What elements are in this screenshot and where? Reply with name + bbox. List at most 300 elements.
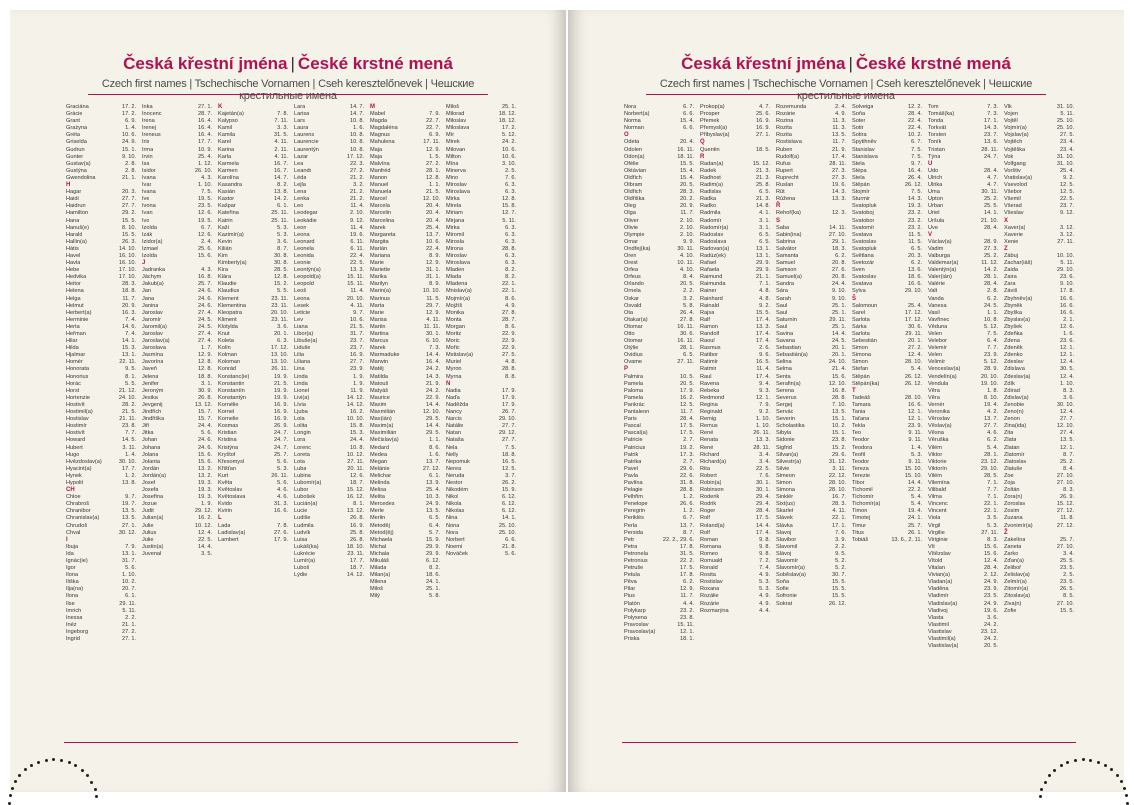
name-day-date: 27. 1. (756, 132, 770, 139)
name-entry (66, 601, 136, 608)
name-entry (928, 586, 998, 593)
name-day-date: 21. 12. (118, 387, 136, 394)
name-entry (700, 359, 770, 366)
name-entry (624, 473, 694, 480)
name-day-date: 23. 7. (1060, 203, 1074, 210)
name-entry (142, 437, 212, 444)
first-name: Samuel (776, 260, 795, 267)
name-entry (624, 565, 694, 572)
first-name: Lilia (294, 352, 304, 359)
first-name: Zachar(iáš) (1004, 260, 1033, 267)
first-name: Michaela (370, 536, 393, 543)
name-day-date: 29. 9. (426, 543, 440, 550)
name-day-date: 6. 1. (429, 472, 440, 479)
name-day-date: 17. 5. (680, 565, 694, 572)
name-entry (218, 345, 288, 352)
first-name: Jiří (142, 423, 150, 430)
name-day-date: 20. 1. (832, 345, 846, 352)
first-name: Tomáš(ka) (928, 111, 955, 118)
name-entry (218, 395, 288, 402)
name-day-date: 27. 5. (502, 352, 516, 359)
name-entry (218, 338, 288, 345)
name-entry (624, 161, 694, 168)
name-day-date: 12. 1. (680, 628, 694, 635)
name-day-date: 16. 6. (274, 508, 288, 515)
name-day-date: 12. 5. (680, 401, 694, 408)
first-name: Milorad (446, 111, 465, 118)
first-name: Ota (624, 309, 634, 316)
name-day-date: 31. 1. (426, 267, 440, 274)
name-entry (370, 317, 440, 324)
first-name: Zlata (1004, 437, 1017, 444)
first-name: Stépa (852, 167, 867, 174)
name-day-date: 11. 8. (1060, 515, 1074, 522)
name-day-date: 4. 9. (835, 111, 846, 118)
first-name: Patricie (624, 437, 643, 444)
first-name: Ronald (700, 565, 718, 572)
name-entry (776, 331, 846, 338)
first-name: Svatava (852, 281, 873, 288)
name-day-date: 23. 8. (832, 437, 846, 444)
name-entry (928, 636, 998, 643)
name-day-date: 16. 4. (426, 359, 440, 366)
first-name: Hostislav (66, 416, 89, 423)
first-name: Milan(a) (370, 572, 391, 579)
name-entry (1004, 175, 1074, 182)
name-entry (370, 445, 440, 452)
first-name: Kosmas (218, 423, 239, 430)
name-day-date: 6. 7. (911, 139, 922, 146)
name-day-date: 15. 6. (198, 252, 212, 259)
name-entry (446, 459, 516, 466)
name-entry (624, 111, 694, 118)
name-entry (1004, 182, 1074, 189)
name-day-date: 2. 10. (350, 210, 364, 217)
first-name: Hagar (66, 189, 82, 196)
name-entry (852, 111, 922, 118)
first-name: Matilda (370, 373, 389, 380)
name-day-date: 21. 3. (756, 167, 770, 174)
name-day-date: 6. 4. (429, 522, 440, 529)
name-day-date: 28. 11. (753, 444, 770, 451)
name-entry (1004, 515, 1074, 522)
name-day-date: 14. 4. (426, 401, 440, 408)
name-entry (370, 203, 440, 210)
name-day-date: 15. 6. (984, 543, 998, 550)
name-day-date: 6. 6. (683, 111, 694, 118)
first-name: Odeta (624, 139, 640, 146)
name-day-date: 2. 11. (274, 146, 288, 153)
name-day-date: 21. 9. (426, 380, 440, 387)
name-day-date: 13. 10. (270, 359, 288, 366)
first-name: Marcus (370, 338, 389, 345)
name-day-date: 25. 4. (426, 224, 440, 231)
name-entry (66, 218, 136, 225)
name-day-date: 20. 10. (270, 309, 288, 316)
name-day-date: 10. 2. (908, 132, 922, 139)
first-name: Otýlie (624, 345, 639, 352)
first-name: Karmela (218, 160, 239, 167)
name-entry (370, 281, 440, 288)
name-day-date: 9. 2. (759, 302, 770, 309)
name-entry (66, 324, 136, 331)
name-entry (624, 125, 694, 132)
name-day-date: 10. 12. (194, 522, 212, 529)
name-day-date: 15. 11. (677, 621, 694, 628)
name-entry (776, 281, 846, 288)
first-name: Vlastislav(a) (928, 643, 959, 650)
name-entry (700, 147, 770, 154)
name-day-date: 25. 7. (274, 451, 288, 458)
first-name: Iliška (66, 579, 79, 586)
first-name: Mír (446, 132, 455, 139)
name-entry (66, 480, 136, 487)
name-day-date: 22. 7. (426, 118, 440, 125)
first-name: Štěpán (852, 182, 870, 189)
name-entry (624, 402, 694, 409)
first-name: Zeno(n) (1004, 409, 1024, 416)
name-day-date: 17. 8. (680, 543, 694, 550)
first-name: Orfea (624, 267, 638, 274)
name-day-date: 4. 10. (680, 252, 694, 259)
name-entry (370, 352, 440, 359)
name-entry (1004, 608, 1074, 615)
name-day-date: 17. 10. (118, 274, 136, 281)
name-day-date: 16. 9. (274, 401, 288, 408)
name-day-date: 25. 5. (1060, 558, 1074, 564)
first-name: Radoslava (700, 238, 727, 245)
name-entry (66, 579, 136, 586)
first-name: Zosim (1004, 508, 1020, 515)
name-day-date: 27. 7. (122, 203, 136, 210)
name-day-date: 24. 10. (118, 394, 136, 401)
decorative-dot (1066, 761, 1069, 764)
name-day-date: 11. 9. (350, 387, 364, 394)
first-name: Marcela (370, 203, 390, 210)
first-name: Vanesa (928, 302, 947, 309)
name-day-date: 4. 11. (832, 508, 846, 515)
name-entry (1004, 232, 1074, 239)
name-entry (1004, 225, 1074, 232)
bottom-rule (64, 742, 518, 743)
name-entry (446, 317, 516, 324)
name-entry (928, 416, 998, 423)
name-entry (700, 345, 770, 352)
name-day-date: 10. 6. (350, 316, 364, 323)
name-day-date: 3. 11. (122, 444, 136, 451)
first-name: Kristýna (218, 444, 239, 451)
name-entry (142, 296, 212, 303)
name-day-date: 21. 1. (122, 174, 136, 181)
first-name: Zdenko (1004, 352, 1023, 359)
name-entry (218, 253, 288, 260)
name-entry (928, 558, 998, 565)
letter-heading: S (776, 217, 781, 224)
name-entry (700, 551, 770, 558)
first-name: Konstantýn (218, 394, 246, 401)
name-day-date: 16. 4. (908, 167, 922, 174)
name-entry (624, 310, 694, 317)
name-day-date: 27. 3. (832, 167, 846, 174)
first-name: Rudolf(a) (776, 153, 800, 160)
name-day-date: 10. 8. (350, 118, 364, 125)
name-entry (446, 246, 516, 253)
name-entry (142, 196, 212, 203)
name-day-date: 14. 8. (756, 203, 770, 210)
name-day-date: 21. 3. (756, 196, 770, 203)
name-entry (776, 154, 846, 161)
name-day-date: 26. 12. (904, 182, 922, 189)
decorative-dot (1044, 781, 1047, 784)
name-entry (66, 622, 136, 629)
first-name: Zlatoslav (1004, 458, 1027, 465)
name-day-date: 7. 1. (987, 479, 998, 486)
decorative-dot (1048, 774, 1051, 777)
first-name: Žofie (1004, 607, 1017, 614)
name-day-date: 7. 5. (911, 153, 922, 160)
first-name: Radan(a) (700, 160, 724, 167)
name-entry (218, 530, 288, 537)
name-entry (700, 565, 770, 572)
first-name: René (700, 444, 714, 451)
name-day-date: 8. 7. (1063, 451, 1074, 458)
name-day-date: 17. 7. (350, 558, 364, 564)
letter-heading: Ž (1004, 529, 1008, 536)
first-name: Jolana (142, 451, 159, 458)
first-name: Věslav(a) (928, 423, 952, 430)
name-entry (446, 338, 516, 345)
name-day-date: 15. 5. (680, 160, 694, 167)
name-entry (142, 374, 212, 381)
name-entry (852, 288, 922, 295)
name-entry (624, 182, 694, 189)
name-day-date: 22. 1. (984, 501, 998, 508)
first-name: Lenka (294, 196, 310, 203)
name-day-date: 13. 3. (756, 323, 770, 330)
name-entry (294, 310, 364, 317)
name-entry (776, 523, 846, 530)
letter-heading: O (624, 132, 629, 139)
name-column (370, 104, 440, 643)
first-name: Platón (624, 600, 640, 607)
first-name: Max(ián) (370, 416, 392, 423)
name-day-date: 23. 8. (122, 423, 136, 430)
name-entry (928, 530, 998, 537)
name-entry (1004, 593, 1074, 600)
name-entry (66, 345, 136, 352)
name-day-date: 27. 10. (1056, 600, 1074, 607)
first-name: Soběslav(a) (776, 572, 806, 579)
name-day-date: 14. 10. (118, 245, 136, 252)
name-day-date: 6. 7. (683, 104, 694, 110)
first-name: Orest (624, 260, 638, 267)
name-day-date: 28. 4. (984, 281, 998, 288)
name-entry (446, 303, 516, 310)
first-name: Zora(n) (1004, 494, 1023, 501)
name-entry (370, 388, 440, 395)
first-name: Martin (370, 323, 386, 330)
name-entry (700, 452, 770, 459)
name-day-date: 2. 10. (680, 224, 694, 231)
name-entry (370, 147, 440, 154)
first-name: Uve (928, 224, 938, 231)
name-day-date: 18. 6. (426, 572, 440, 579)
decorative-dot (74, 764, 77, 767)
name-entry (700, 132, 770, 139)
subtitle-rule (646, 94, 1046, 95)
name-entry (294, 175, 364, 182)
name-entry (700, 218, 770, 225)
name-entry (928, 523, 998, 530)
name-day-date: 5. 4. (911, 366, 922, 373)
name-day-date: 21. 10. (980, 217, 998, 224)
name-entry (142, 345, 212, 352)
first-name: Maximilián (370, 430, 397, 437)
name-day-date: 27. 5. (1060, 132, 1074, 139)
name-entry (776, 494, 846, 501)
name-entry (928, 345, 998, 352)
first-name: Samson (776, 267, 797, 274)
name-day-date: 10. 2. (832, 423, 846, 430)
name-entry (66, 246, 136, 253)
letter-heading: P (624, 366, 629, 373)
name-day-date: 16. 4. (198, 132, 212, 139)
name-entry (218, 445, 288, 452)
name-entry (1004, 430, 1074, 437)
name-entry (294, 345, 364, 352)
first-name: Zdena (1004, 338, 1020, 345)
first-name: Šalomoun (852, 302, 878, 309)
name-entry (928, 331, 998, 338)
name-day-date: 14. 4. (426, 352, 440, 359)
name-day-date: 12. 8. (426, 174, 440, 181)
name-day-date: 9. 2. (1063, 174, 1074, 181)
name-entry (700, 303, 770, 310)
name-entry (66, 288, 136, 295)
name-day-date: 6. 1. (125, 593, 136, 600)
name-day-date: 2. 5. (1063, 572, 1074, 579)
name-day-date: 1. 9. (353, 373, 364, 380)
first-name: Šarlota (852, 331, 870, 337)
name-entry (66, 239, 136, 246)
name-entry (624, 586, 694, 593)
first-name: Valburga (928, 252, 950, 259)
name-entry (928, 643, 998, 650)
name-entry (294, 274, 364, 281)
first-name: Řehoř(ka) (776, 210, 801, 217)
name-day-date: 22. 1. (502, 281, 516, 288)
first-name: Valdemar(a) (928, 260, 959, 267)
first-name: Matyáš (370, 387, 389, 394)
name-entry (700, 225, 770, 232)
name-day-date: 18. 7. (350, 565, 364, 572)
name-entry (700, 494, 770, 501)
first-name: Maxim(a) (370, 423, 394, 430)
first-name: Sabin(ina) (776, 231, 802, 238)
first-name: Pascal(a) (624, 430, 648, 437)
name-entry (700, 352, 770, 359)
first-name: Laurencie (294, 139, 319, 146)
name-entry (218, 203, 288, 210)
decorative-dot (37, 761, 40, 764)
bottom-rule (622, 742, 1076, 743)
name-day-date: 13. 5. (426, 508, 440, 515)
first-name: Sylva (852, 288, 866, 295)
first-name: Konstanc(ie) (218, 373, 250, 380)
first-name: Polyxena (624, 614, 648, 621)
name-day-date: 14. 3. (832, 189, 846, 196)
name-day-date: 7. 10. (832, 401, 846, 408)
name-entry (218, 537, 288, 544)
name-day-date: 19. 6. (984, 607, 998, 614)
name-day-date: 24. 6. (198, 444, 212, 451)
name-day-date: 15. 8. (350, 423, 364, 430)
name-day-date: 20. 11. (347, 465, 364, 472)
name-entry (294, 430, 364, 437)
first-name: Javorína (142, 359, 164, 366)
name-entry (142, 288, 212, 295)
name-entry (370, 196, 440, 203)
first-name: Všebor (1004, 189, 1022, 196)
name-day-date: 16. 5. (502, 458, 516, 465)
first-name: Marcelina (370, 217, 395, 224)
first-name: Zaira (1004, 274, 1017, 281)
first-name: Rita (700, 465, 710, 472)
name-day-date: 26. 4. (908, 174, 922, 181)
first-name: Senta (776, 373, 791, 380)
name-entry (624, 430, 694, 437)
name-entry (66, 366, 136, 373)
name-entry (852, 359, 922, 366)
name-day-date: 24. 10. (828, 359, 846, 366)
name-day-date: 11. 5. (908, 231, 922, 238)
name-entry (142, 402, 212, 409)
name-day-date: 9. 11. (908, 458, 922, 465)
name-day-date: 16. 6. (1060, 302, 1074, 309)
first-name: Robert (700, 472, 717, 479)
name-entry (66, 473, 136, 480)
first-name: Mirka (446, 196, 460, 203)
first-name: Klára (218, 274, 232, 281)
name-day-date: 29. 10. (498, 416, 516, 423)
name-day-date: 29. 9. (426, 550, 440, 557)
name-day-date: 12. 4. (1060, 359, 1074, 366)
name-day-date: 20. 9. (122, 302, 136, 309)
name-day-date: 11. 7. (680, 409, 694, 416)
first-name: Radka (700, 196, 717, 203)
first-name: Simeon (776, 472, 795, 479)
first-name: Šarel (852, 309, 866, 316)
first-name: Vlastimil(a) (928, 636, 956, 643)
name-day-date: 8. 2. (277, 182, 288, 189)
first-name: Nelly (446, 451, 459, 458)
name-day-date: 24. 5. (984, 302, 998, 309)
first-name: Hubert (66, 444, 83, 451)
decorative-dot (1089, 759, 1092, 762)
first-name: Gwendolina (66, 174, 96, 181)
name-day-date: 13. 3. (350, 267, 364, 274)
first-name: Martina (370, 331, 389, 337)
decorative-dot (94, 788, 97, 791)
name-entry (66, 593, 136, 600)
first-name: Silvestr(a) (776, 458, 802, 465)
name-day-date: 25. 7. (1060, 536, 1074, 543)
first-name: Selina (776, 359, 792, 366)
name-entry (370, 494, 440, 501)
letter-heading: H (66, 182, 71, 189)
first-name: Ornela (624, 288, 641, 295)
first-name: Michal (370, 543, 387, 550)
